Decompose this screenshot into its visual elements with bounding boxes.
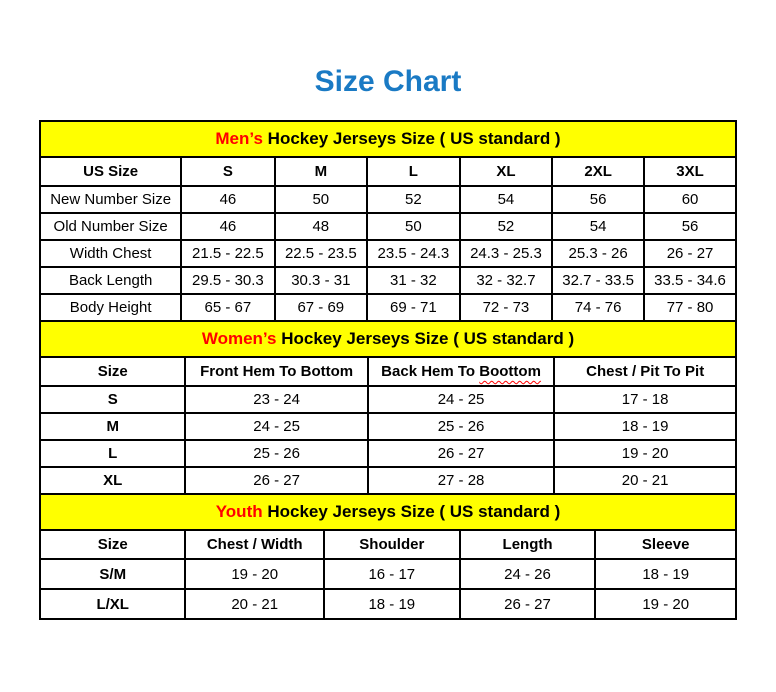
size-value-cell: 25.3 - 26 (552, 240, 644, 267)
womens-band-text: Hockey Jerseys Size ( US standard ) (281, 329, 575, 348)
table-row (40, 467, 736, 494)
table-row (40, 413, 736, 440)
size-value-cell: 77 - 80 (644, 294, 736, 321)
size-value-cell: 67 - 69 (275, 294, 368, 321)
size-value-cell: 18 - 19 (554, 413, 736, 440)
womens-header-cell: Size (40, 357, 185, 386)
mens-band-row (40, 121, 736, 157)
size-value-cell: 18 - 19 (595, 559, 736, 589)
size-value-cell: 24 - 25 (185, 413, 367, 440)
size-value-cell: 54 (552, 213, 644, 240)
mens-band-highlight: Men’s (215, 129, 263, 148)
size-value-cell: 26 - 27 (644, 240, 736, 267)
size-value-cell: 22.5 - 23.5 (275, 240, 368, 267)
youth-header-cell: Size (40, 530, 185, 559)
size-value-cell: 26 - 27 (368, 440, 555, 467)
misspelled-word: Boottom (479, 363, 541, 380)
size-value-cell: 46 (181, 213, 274, 240)
size-value-cell: 56 (552, 186, 644, 213)
size-value-cell: 20 - 21 (185, 589, 324, 619)
youth-header-cell: Sleeve (595, 530, 736, 559)
mens-header-cell: L (367, 157, 460, 186)
size-value-cell: 23 - 24 (185, 386, 367, 413)
size-value-cell: 65 - 67 (181, 294, 274, 321)
size-value-cell: 18 - 19 (324, 589, 460, 619)
table-row (40, 294, 736, 321)
row-label-cell: L/XL (40, 589, 185, 619)
womens-band-row (40, 321, 736, 357)
womens-header-cell: Back Hem To Boottom (368, 357, 555, 386)
mens-header-cell: US Size (40, 157, 181, 186)
size-value-cell: 32.7 - 33.5 (552, 267, 644, 294)
row-label-cell: Width Chest (40, 240, 181, 267)
size-value-cell: 25 - 26 (185, 440, 367, 467)
size-value-cell: 16 - 17 (324, 559, 460, 589)
mens-band-text: Hockey Jerseys Size ( US standard ) (267, 129, 561, 148)
size-value-cell: 54 (460, 186, 553, 213)
size-value-cell: 69 - 71 (367, 294, 460, 321)
size-value-cell: 50 (367, 213, 460, 240)
size-value-cell: 19 - 20 (185, 559, 324, 589)
size-value-cell: 50 (275, 186, 368, 213)
youth-header-row (40, 530, 736, 559)
row-label-cell: Body Height (40, 294, 181, 321)
mens-header-cell: S (181, 157, 274, 186)
page-title: Size Chart (314, 65, 462, 98)
womens-header-cell: Front Hem To Bottom (185, 357, 367, 386)
size-value-cell: 60 (644, 186, 736, 213)
size-value-cell: 48 (275, 213, 368, 240)
row-label-cell: M (40, 413, 185, 440)
row-label-cell: Old Number Size (40, 213, 181, 240)
womens-size-table (39, 320, 737, 495)
size-value-cell: 52 (367, 186, 460, 213)
size-value-cell: 46 (181, 186, 274, 213)
youth-band-highlight: Youth (215, 502, 263, 521)
table-row (40, 267, 736, 294)
mens-band-title (40, 121, 736, 157)
size-value-cell: 33.5 - 34.6 (644, 267, 736, 294)
size-value-cell: 26 - 27 (460, 589, 596, 619)
table-row (40, 213, 736, 240)
size-value-cell: 24 - 25 (368, 386, 555, 413)
size-value-cell: 26 - 27 (185, 467, 367, 494)
youth-size-table (39, 493, 737, 620)
mens-header-cell: XL (460, 157, 553, 186)
youth-band-row (40, 494, 736, 530)
womens-band-title (40, 321, 736, 357)
size-value-cell: 56 (644, 213, 736, 240)
size-value-cell: 20 - 21 (554, 467, 736, 494)
table-row (40, 386, 736, 413)
mens-size-table (39, 120, 737, 322)
mens-header-cell: 3XL (644, 157, 736, 186)
size-chart-tables (39, 120, 737, 620)
row-label-cell: New Number Size (40, 186, 181, 213)
size-value-cell: 52 (460, 213, 553, 240)
size-value-cell: 24 - 26 (460, 559, 596, 589)
size-value-cell: 32 - 32.7 (460, 267, 553, 294)
womens-band-highlight: Women’s (201, 329, 277, 348)
table-row (40, 559, 736, 589)
size-value-cell: 31 - 32 (367, 267, 460, 294)
row-label-cell: XL (40, 467, 185, 494)
size-value-cell: 25 - 26 (368, 413, 555, 440)
size-value-cell: 74 - 76 (552, 294, 644, 321)
size-value-cell: 17 - 18 (554, 386, 736, 413)
size-value-cell: 72 - 73 (460, 294, 553, 321)
size-value-cell: 30.3 - 31 (275, 267, 368, 294)
mens-header-cell: M (275, 157, 368, 186)
table-row (40, 589, 736, 619)
youth-header-cell: Shoulder (324, 530, 460, 559)
size-value-cell: 19 - 20 (554, 440, 736, 467)
size-value-cell: 24.3 - 25.3 (460, 240, 553, 267)
row-label-cell: S/M (40, 559, 185, 589)
youth-header-cell: Length (460, 530, 596, 559)
size-value-cell: 19 - 20 (595, 589, 736, 619)
size-value-cell: 27 - 28 (368, 467, 555, 494)
mens-header-cell: 2XL (552, 157, 644, 186)
youth-band-text: Hockey Jerseys Size ( US standard ) (267, 502, 561, 521)
size-value-cell: 21.5 - 22.5 (181, 240, 274, 267)
row-label-cell: S (40, 386, 185, 413)
mens-header-row (40, 157, 736, 186)
size-value-cell: 23.5 - 24.3 (367, 240, 460, 267)
youth-header-cell: Chest / Width (185, 530, 324, 559)
womens-header-cell: Chest / Pit To Pit (554, 357, 736, 386)
row-label-cell: L (40, 440, 185, 467)
table-row (40, 186, 736, 213)
table-row (40, 440, 736, 467)
size-value-cell: 29.5 - 30.3 (181, 267, 274, 294)
table-row (40, 240, 736, 267)
youth-band-title (40, 494, 736, 530)
womens-header-row (40, 357, 736, 386)
row-label-cell: Back Length (40, 267, 181, 294)
